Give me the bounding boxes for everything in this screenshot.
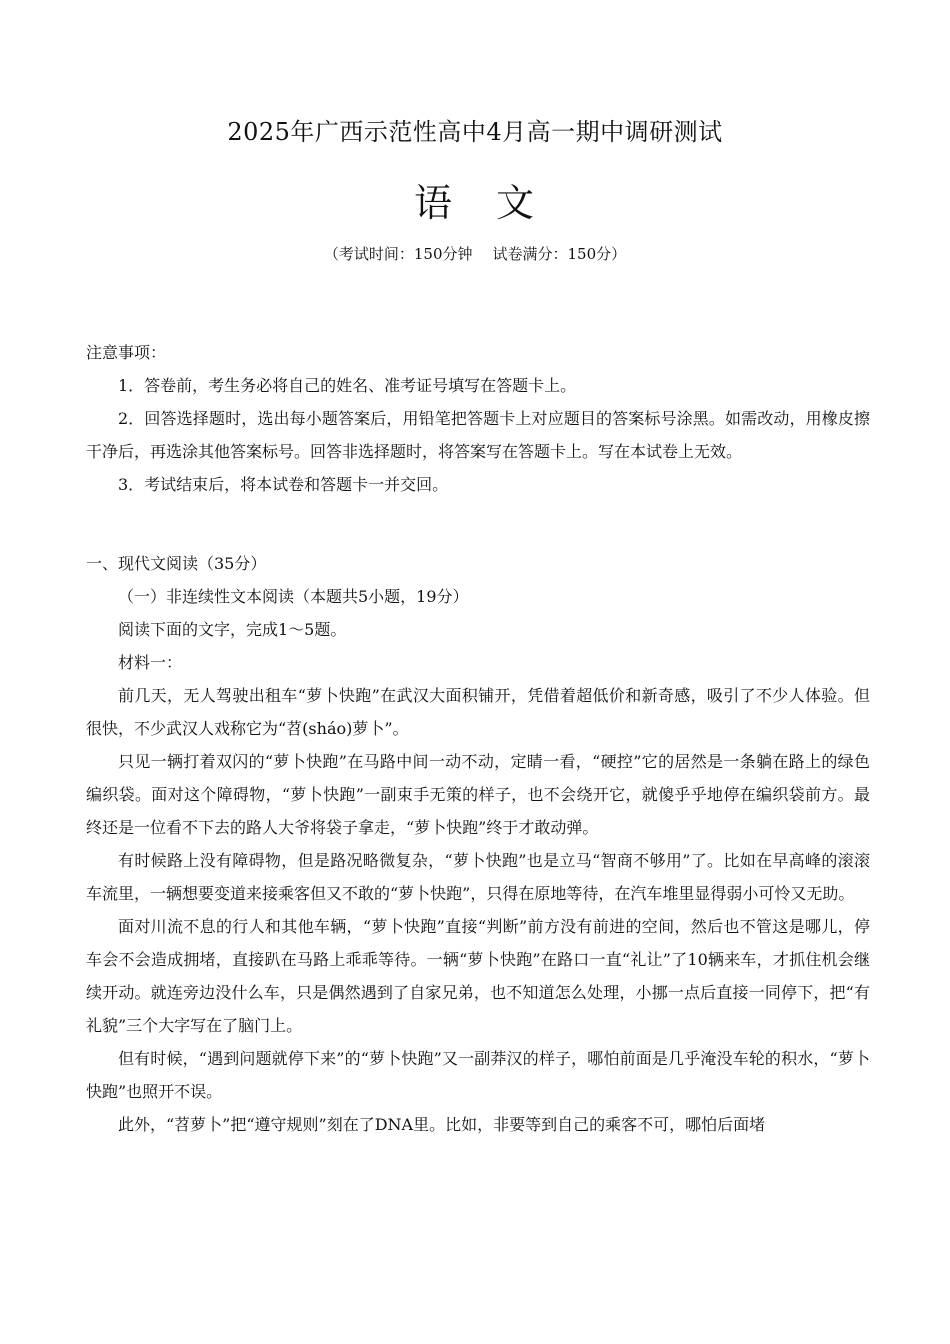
instruction: 阅读下面的文字，完成1～5题。 (118, 620, 347, 639)
subject-char-2: 文 (496, 181, 537, 225)
body-paragraph: 只见一辆打着双闪的“萝卜快跑”在马路中间一动不动，定睛一看，“硬控”它的居然是一条躺在路上的绿色编织袋。面对这个障碍物，“萝卜快跑”一副束手无策的样子，也不会绕开它，就傻乎乎地停在编织袋前方。最终还是一位看不下去的路人大爷将袋子拿走，“萝卜快跑”终于才敢动弹。 (86, 752, 870, 837)
section-heading: 一、现代文阅读（35分） (86, 554, 267, 573)
body-paragraph: 有时候路上没有障碍物，但是路况略微复杂，“萝卜快跑”也是立马“智商不够用”了。比如在早高峰的滚滚车流里，一辆想要变道来接乘客但又不敢的“萝卜快跑”，只得在原地等待，在汽车堆里显得弱小可怜又无助。 (86, 851, 870, 903)
exam-info (0, 243, 950, 264)
material-label: 材料一： (118, 653, 183, 672)
notes-section (86, 336, 870, 501)
body-paragraph: 面对川流不息的行人和其他车辆，“萝卜快跑”直接“判断”前方没有前进的空间，然后也不管这是哪儿，停车会不会造成拥堵，直接趴在马路上乖乖等待。一辆“萝卜快跑”在路口一直“礼让”了10辆来车，才抓住机会继续开动。就连旁边没什么车，只是偶然遇到了自家兄弟，也不知道怎么处理，小挪一点后直接一同停下，把“有礼貌”三个大字写在了脑门上。 (86, 917, 870, 1035)
reading-section (86, 547, 870, 1141)
subject-char-1: 语 (413, 181, 454, 225)
body-paragraph: 但有时候，“遇到问题就停下来”的“萝卜快跑”又一副莽汉的样子，哪怕前面是几乎淹没车轮的积水，“萝卜快跑”也照开不误。 (86, 1049, 870, 1101)
exam-title: 2025年广西示范性高中4月高一期中调研测试 (227, 118, 723, 146)
note-item: 3．考试结束后，将本试卷和答题卡一并交回。 (118, 475, 449, 494)
notes-heading: 注意事项： (86, 343, 167, 362)
full-score: 试卷满分：150分） (492, 245, 627, 263)
body-paragraph: 前几天，无人驾驶出租车“萝卜快跑”在武汉大面积铺开，凭借着超低价和新奇感，吸引了不少人体验。但很快，不少武汉人戏称它为“苕(sháo)萝卜”。 (86, 686, 870, 738)
note-item: 1．答卷前，考生务必将自己的姓名、准考证号填写在答题卡上。 (118, 376, 577, 395)
note-item: 2．回答选择题时，选出每小题答案后，用铅笔把答题卡上对应题目的答案标号涂黑。如需改动，用橡皮擦干净后，再选涂其他答案标号。回答非选择题时，将答案写在答题卡上。写在本试卷上无效。 (86, 409, 870, 461)
subject-title (0, 172, 950, 227)
body-paragraph: 此外，“苕萝卜”把“遵守规则”刻在了DNA里。比如，非要等到自己的乘客不可，哪怕后面堵 (118, 1115, 766, 1134)
sub-heading: （一）非连续性文本阅读（本题共5小题，19分） (118, 587, 469, 606)
exam-time: （考试时间：150分钟 (323, 245, 473, 263)
